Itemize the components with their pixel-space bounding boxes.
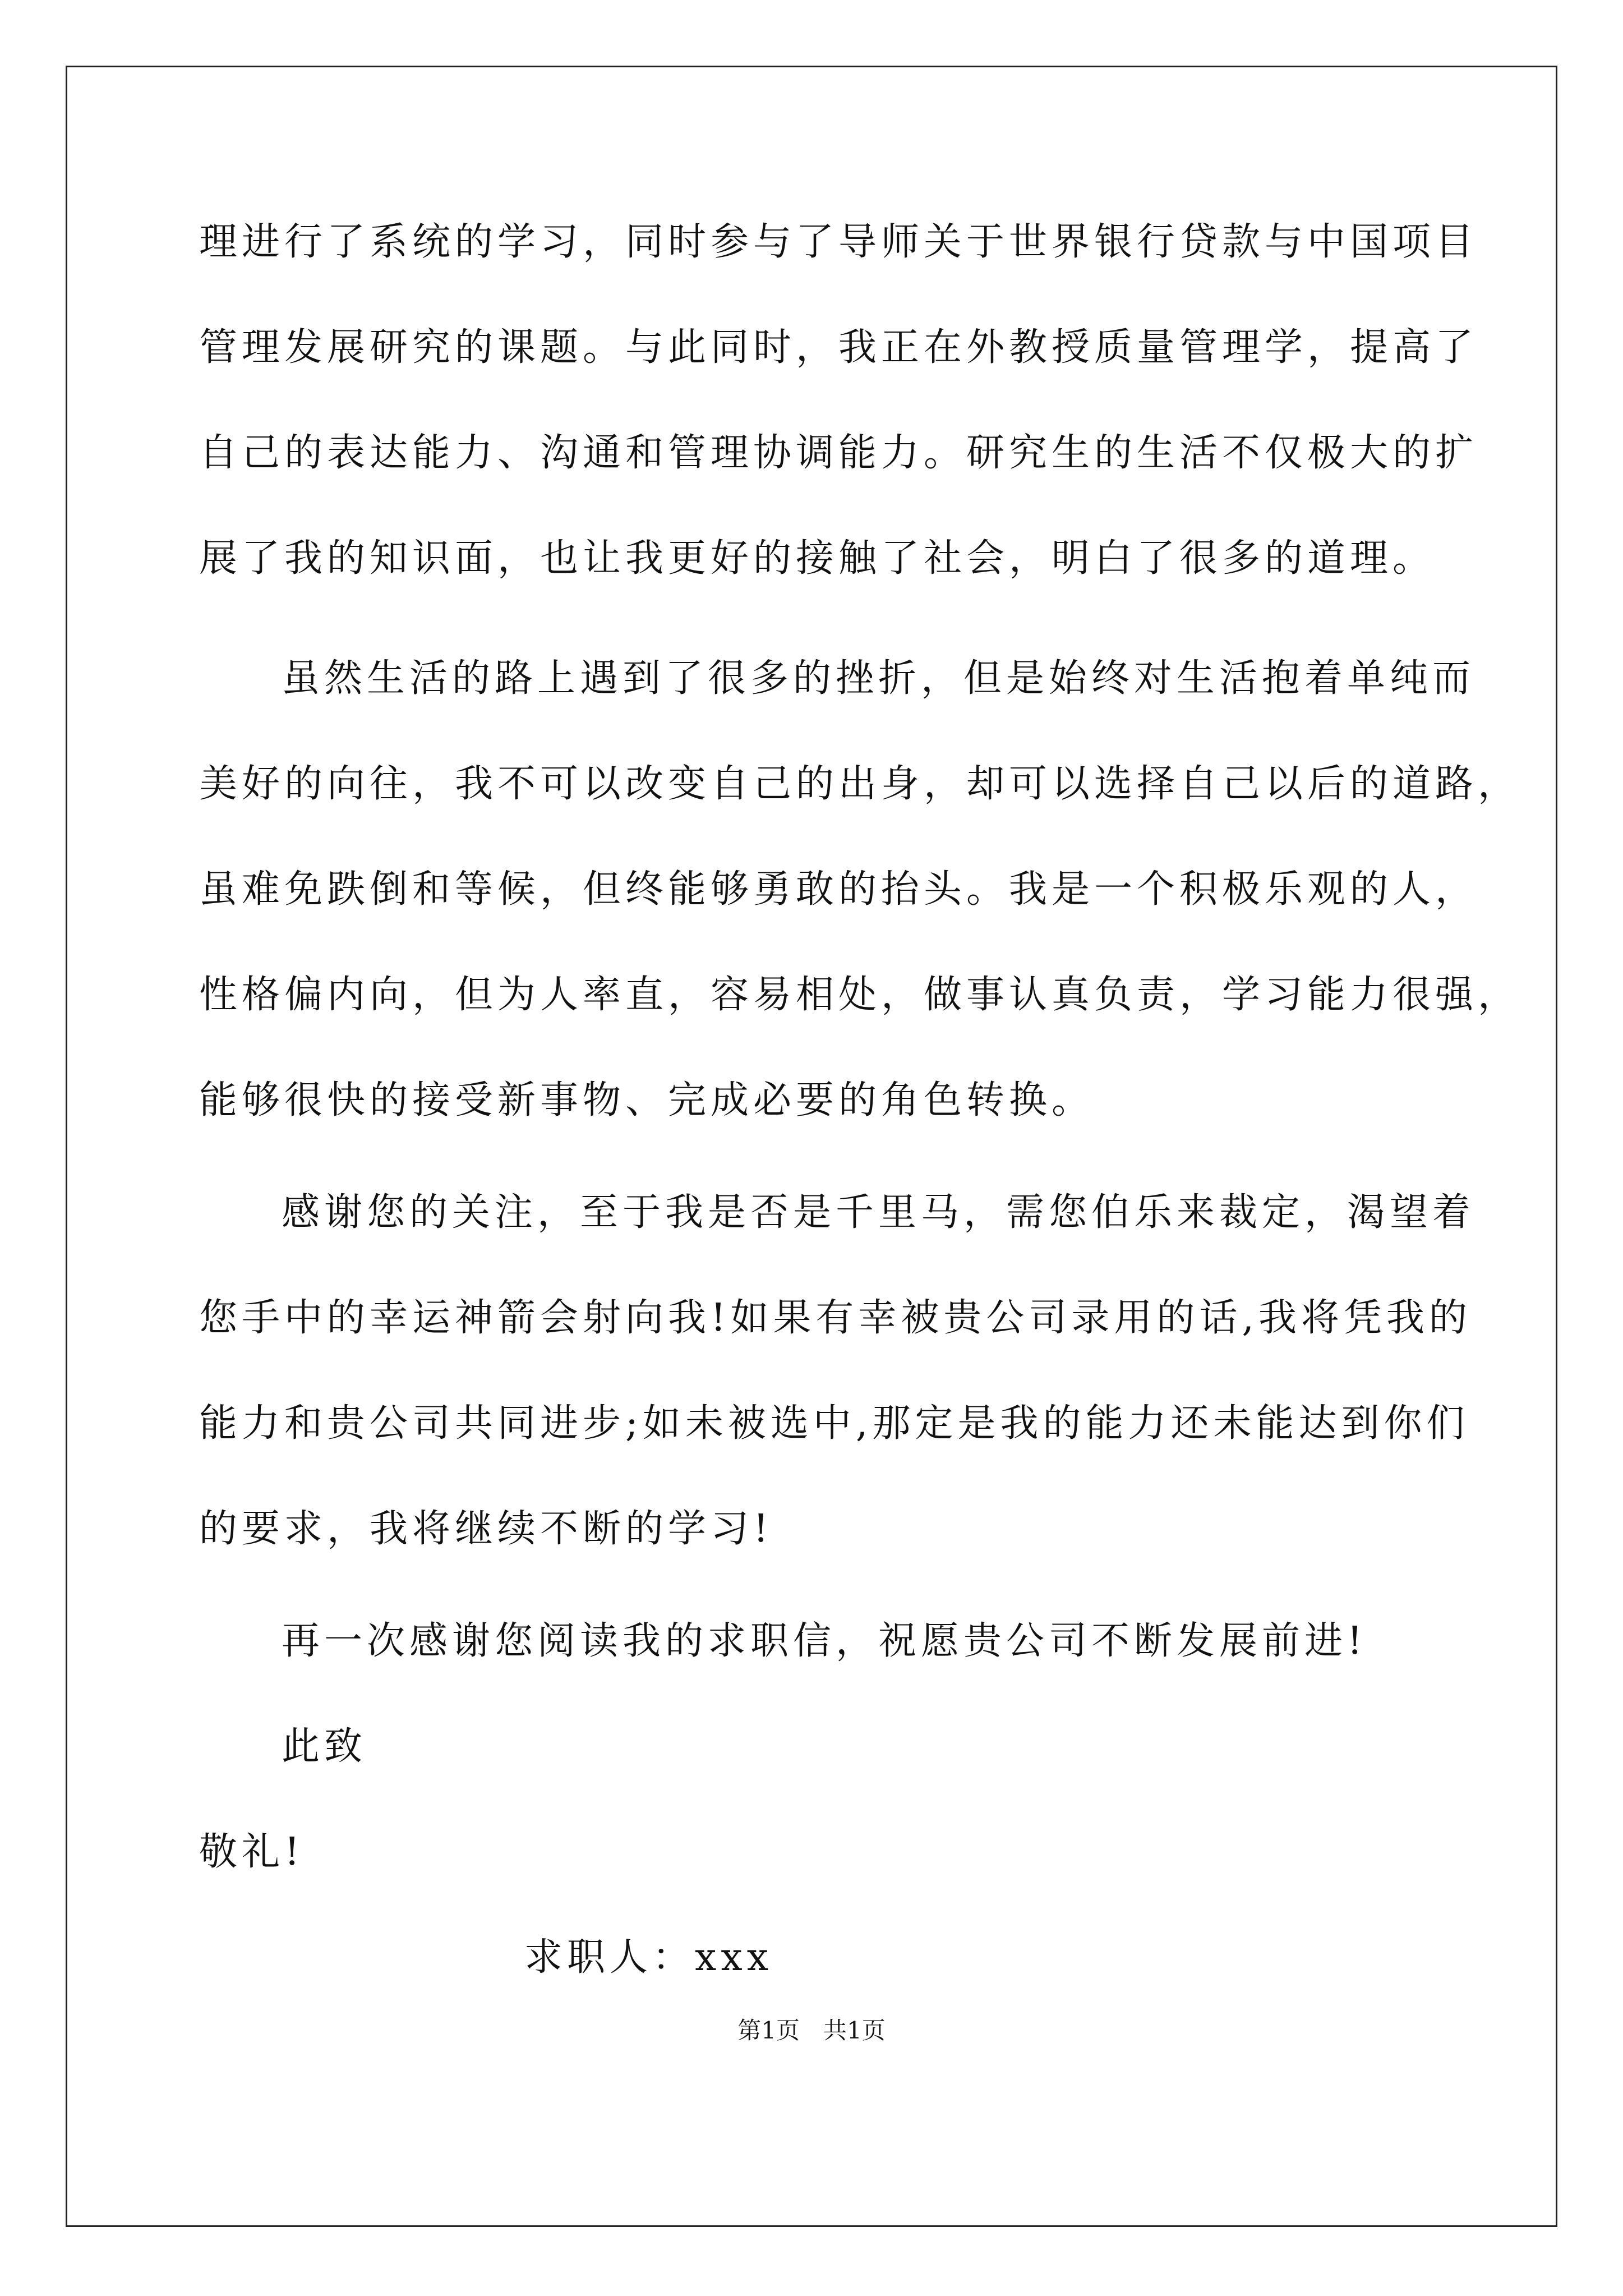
paragraph-2-line-1: 虽然生活的路上遇到了很多的挫折，但是始终对生活抱着单纯而 xyxy=(282,656,1476,701)
page-footer: 第1页 共1页 xyxy=(737,2017,886,2044)
paragraph-1-line-1: 理进行了系统的学习，同时参与了导师关于世界银行贷款与中国项目 xyxy=(199,220,1478,264)
paragraph-2-line-4: 性格偏内向，但为人率直，容易相处，做事认真负责，学习能力很强， xyxy=(199,973,1521,1017)
paragraph-2-line-3: 虽难免跌倒和等候，但终能够勇敢的抬头。我是一个积极乐观的人， xyxy=(199,867,1478,912)
paragraph-1-line-2: 管理发展研究的课题。与此同时，我正在外教授质量管理学，提高了 xyxy=(199,325,1478,370)
page-border xyxy=(66,66,1557,2227)
paragraph-3-line-1: 感谢您的关注，至于我是否是千里马，需您伯乐来裁定，渴望着 xyxy=(282,1190,1476,1235)
paragraph-3-line-4: 的要求，我将继续不断的学习! xyxy=(199,1507,773,1551)
paragraph-2-line-2: 美好的向往，我不可以改变自己的出身，却可以选择自己以后的道路， xyxy=(199,762,1521,806)
paragraph-4-line-1: 再一次感谢您阅读我的求职信，祝愿贵公司不断发展前进! xyxy=(282,1619,1367,1663)
paragraph-1-line-3: 自己的表达能力、沟通和管理协调能力。研究生的生活不仅极大的扩 xyxy=(199,431,1478,475)
signature: 求职人：xxx xyxy=(524,1935,773,1980)
closing-jingli: 敬礼! xyxy=(199,1830,305,1874)
paragraph-2-line-5: 能够很快的接受新事物、完成必要的角色转换。 xyxy=(199,1078,1095,1122)
paragraph-3-line-2: 您手中的幸运神箭会射向我!如果有幸被贵公司录用的话,我将凭我的 xyxy=(199,1296,1472,1340)
closing-cizhi: 此致 xyxy=(282,1724,367,1769)
paragraph-3-line-3: 能力和贵公司共同进步;如未被选中,那定是我的能力还未能达到你们 xyxy=(199,1401,1469,1446)
paragraph-1-line-4: 展了我的知识面，也让我更好的接触了社会，明白了很多的道理。 xyxy=(199,536,1436,581)
